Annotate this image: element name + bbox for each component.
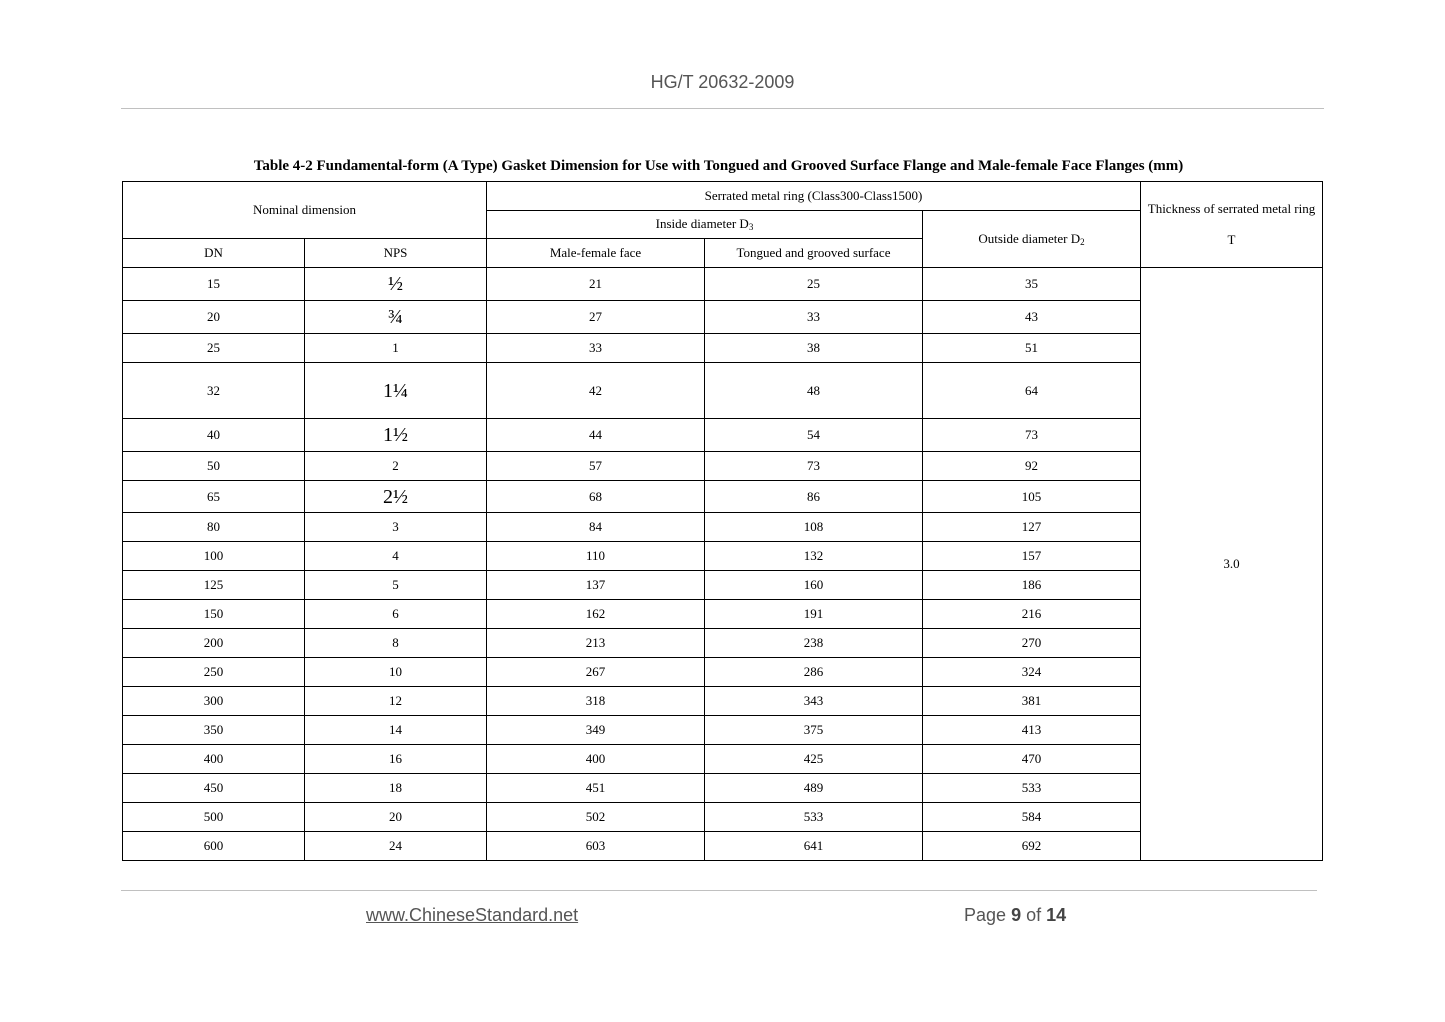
cell-nps: 4 [305, 542, 487, 571]
cell-dn: 25 [123, 334, 305, 363]
cell-tongued-grooved: 132 [705, 542, 923, 571]
header-divider [121, 108, 1324, 109]
header-inside-diameter-label: Inside diameter D [655, 216, 749, 232]
cell-nps: 1½ [305, 419, 487, 452]
cell-nps: 10 [305, 658, 487, 687]
cell-dn: 32 [123, 363, 305, 419]
cell-tongued-grooved: 425 [705, 745, 923, 774]
header-thickness [1141, 182, 1323, 268]
cell-tongued-grooved: 108 [705, 513, 923, 542]
cell-outside-diameter: 51 [923, 334, 1141, 363]
cell-male-female: 110 [487, 542, 705, 571]
cell-outside-diameter: 413 [923, 716, 1141, 745]
cell-dn: 500 [123, 803, 305, 832]
cell-outside-diameter: 92 [923, 452, 1141, 481]
cell-dn: 50 [123, 452, 305, 481]
cell-outside-diameter: 584 [923, 803, 1141, 832]
cell-dn: 300 [123, 687, 305, 716]
header-inside-diameter-subscript: 3 [748, 222, 754, 233]
page-of: of [1026, 905, 1042, 925]
cell-tongued-grooved: 38 [705, 334, 923, 363]
cell-male-female: 451 [487, 774, 705, 803]
cell-dn: 400 [123, 745, 305, 774]
cell-nps: 3 [305, 513, 487, 542]
header-nominal-dimension: Nominal dimension [123, 182, 487, 239]
page-indicator [964, 905, 1066, 926]
table-row [123, 268, 1323, 301]
cell-tongued-grooved: 25 [705, 268, 923, 301]
page-total: 14 [1046, 905, 1067, 925]
cell-nps: 5 [305, 571, 487, 600]
cell-male-female: 318 [487, 687, 705, 716]
cell-male-female: 213 [487, 629, 705, 658]
header-thickness-label: Thickness of serrated metal ring [1147, 201, 1316, 217]
cell-dn: 350 [123, 716, 305, 745]
cell-nps: ½ [305, 268, 487, 301]
cell-nps: 1¼ [305, 363, 487, 419]
cell-nps: 1 [305, 334, 487, 363]
cell-nps: 18 [305, 774, 487, 803]
page-current: 9 [1011, 905, 1022, 925]
header-dn: DN [123, 239, 305, 268]
header-male-female: Male-female face [487, 239, 705, 268]
cell-tongued-grooved: 286 [705, 658, 923, 687]
cell-male-female: 162 [487, 600, 705, 629]
cell-male-female: 57 [487, 452, 705, 481]
cell-nps: 12 [305, 687, 487, 716]
cell-outside-diameter: 127 [923, 513, 1141, 542]
cell-dn: 100 [123, 542, 305, 571]
cell-tongued-grooved: 86 [705, 481, 923, 513]
cell-nps: ¾ [305, 301, 487, 334]
cell-tongued-grooved: 238 [705, 629, 923, 658]
cell-outside-diameter: 186 [923, 571, 1141, 600]
cell-nps: 24 [305, 832, 487, 861]
cell-male-female: 603 [487, 832, 705, 861]
cell-nps: 2½ [305, 481, 487, 513]
cell-outside-diameter: 105 [923, 481, 1141, 513]
cell-male-female: 68 [487, 481, 705, 513]
cell-outside-diameter: 381 [923, 687, 1141, 716]
cell-outside-diameter: 64 [923, 363, 1141, 419]
cell-tongued-grooved: 191 [705, 600, 923, 629]
cell-male-female: 267 [487, 658, 705, 687]
table-title: Table 4-2 Fundamental-form (A Type) Gasket Dimension for Use with Tongued and Grooved Surface Flange and Male-female Face Flanges (mm) [253, 158, 1184, 174]
footer-divider [121, 890, 1317, 891]
cell-male-female: 21 [487, 268, 705, 301]
cell-dn: 150 [123, 600, 305, 629]
cell-thickness-value: 3.0 [1141, 268, 1323, 861]
cell-male-female: 33 [487, 334, 705, 363]
cell-outside-diameter: 470 [923, 745, 1141, 774]
gasket-dimension-table [122, 181, 1323, 861]
cell-tongued-grooved: 160 [705, 571, 923, 600]
header-tongued-grooved: Tongued and grooved surface [705, 239, 923, 268]
cell-outside-diameter: 157 [923, 542, 1141, 571]
page-label: Page [964, 905, 1007, 925]
cell-tongued-grooved: 48 [705, 363, 923, 419]
cell-dn: 600 [123, 832, 305, 861]
cell-nps: 14 [305, 716, 487, 745]
header-inside-diameter [487, 211, 923, 239]
cell-male-female: 502 [487, 803, 705, 832]
cell-dn: 450 [123, 774, 305, 803]
cell-tongued-grooved: 375 [705, 716, 923, 745]
cell-dn: 20 [123, 301, 305, 334]
header-thickness-symbol: T [1227, 232, 1236, 248]
cell-dn: 65 [123, 481, 305, 513]
cell-dn: 15 [123, 268, 305, 301]
cell-nps: 16 [305, 745, 487, 774]
website-link[interactable]: www.ChineseStandard.net [366, 905, 579, 925]
cell-tongued-grooved: 33 [705, 301, 923, 334]
cell-tongued-grooved: 533 [705, 803, 923, 832]
cell-outside-diameter: 533 [923, 774, 1141, 803]
cell-tongued-grooved: 343 [705, 687, 923, 716]
header-outside-diameter [923, 211, 1141, 268]
cell-male-female: 349 [487, 716, 705, 745]
cell-outside-diameter: 35 [923, 268, 1141, 301]
cell-nps: 8 [305, 629, 487, 658]
cell-dn: 80 [123, 513, 305, 542]
header-serrated-ring: Serrated metal ring (Class300-Class1500) [487, 182, 1141, 211]
cell-male-female: 27 [487, 301, 705, 334]
header-outside-diameter-subscript: 2 [1080, 236, 1085, 247]
header-nps: NPS [305, 239, 487, 268]
cell-nps: 2 [305, 452, 487, 481]
header-outside-diameter-label: Outside diameter D [978, 230, 1081, 246]
cell-tongued-grooved: 54 [705, 419, 923, 452]
cell-outside-diameter: 270 [923, 629, 1141, 658]
cell-dn: 125 [123, 571, 305, 600]
cell-tongued-grooved: 641 [705, 832, 923, 861]
cell-tongued-grooved: 489 [705, 774, 923, 803]
cell-outside-diameter: 324 [923, 658, 1141, 687]
cell-male-female: 84 [487, 513, 705, 542]
cell-male-female: 137 [487, 571, 705, 600]
document-code: HG/T 20632-2009 [650, 72, 795, 92]
cell-male-female: 42 [487, 363, 705, 419]
cell-dn: 250 [123, 658, 305, 687]
cell-nps: 6 [305, 600, 487, 629]
cell-outside-diameter: 43 [923, 301, 1141, 334]
cell-dn: 40 [123, 419, 305, 452]
cell-outside-diameter: 73 [923, 419, 1141, 452]
cell-outside-diameter: 216 [923, 600, 1141, 629]
cell-dn: 200 [123, 629, 305, 658]
cell-nps: 20 [305, 803, 487, 832]
cell-outside-diameter: 692 [923, 832, 1141, 861]
cell-tongued-grooved: 73 [705, 452, 923, 481]
cell-male-female: 44 [487, 419, 705, 452]
cell-male-female: 400 [487, 745, 705, 774]
